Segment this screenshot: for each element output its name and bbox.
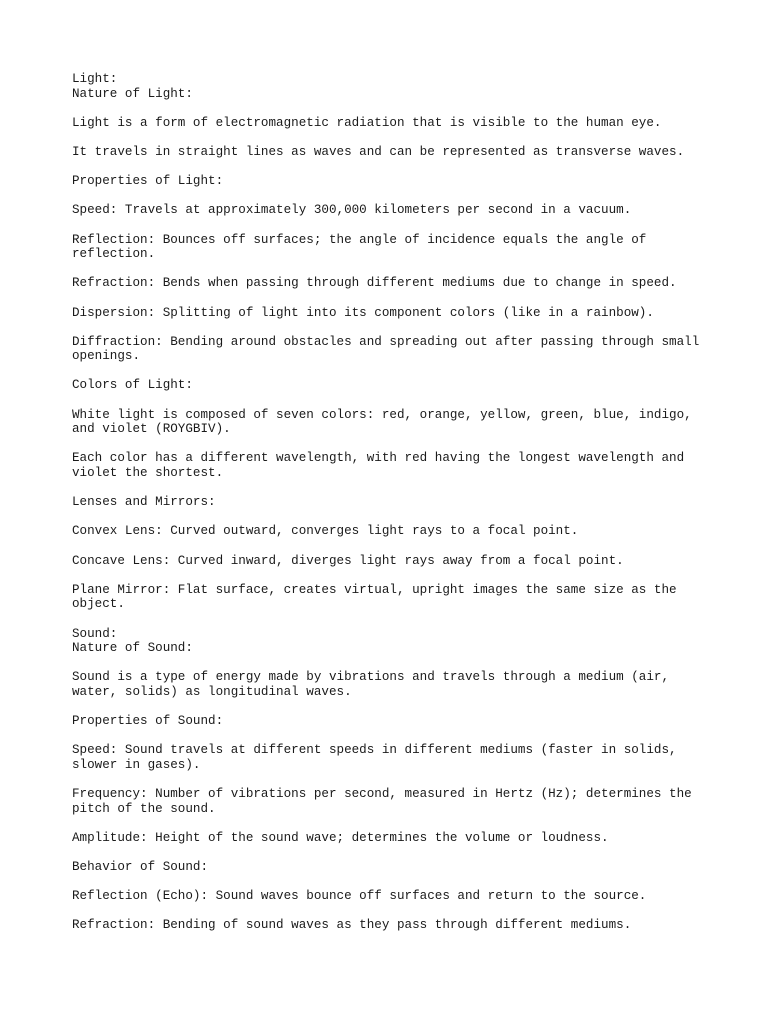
blank-line <box>72 816 712 831</box>
text-line: Light is a form of electromagnetic radiation that is visible to the human eye. <box>72 115 662 130</box>
blank-line <box>72 130 712 145</box>
text-line: Reflection: Bounces off surfaces; the angle of incidence equals the angle of <box>72 232 647 247</box>
blank-line <box>72 656 712 671</box>
blank-line <box>72 189 712 204</box>
text-line: Diffraction: Bending around obstacles and spreading out after passing through small <box>72 334 700 349</box>
text-line: Refraction: Bending of sound waves as they pass through different mediums. <box>72 918 632 933</box>
blank-line <box>72 437 712 452</box>
blank-line <box>72 218 712 233</box>
blank-line <box>72 101 712 116</box>
blank-line <box>72 364 712 379</box>
text-line: White light is composed of seven colors: red, orange, yellow, green, blue, indigo, <box>72 407 692 422</box>
blank-line <box>72 393 712 408</box>
text-line: Frequency: Number of vibrations per second, measured in Hertz (Hz); determines the <box>72 787 692 802</box>
text-line: reflection. <box>72 247 156 262</box>
text-line: slower in gases). <box>72 757 201 772</box>
text-line: Amplitude: Height of the sound wave; determines the volume or loudness. <box>72 830 609 845</box>
text-line: Plane Mirror: Flat surface, creates virtual, upright images the same size as the <box>72 582 677 597</box>
blank-line <box>72 904 712 919</box>
text-line: It travels in straight lines as waves and can be represented as transverse waves. <box>72 144 685 159</box>
document-page <box>72 72 712 933</box>
blank-line <box>72 320 712 335</box>
text-line: object. <box>72 597 125 612</box>
text-line: Sound: <box>72 626 118 641</box>
text-line: Reflection (Echo): Sound waves bounce off surfaces and return to the source. <box>72 889 647 904</box>
text-line: Speed: Sound travels at different speeds in different mediums (faster in solids, <box>72 743 677 758</box>
blank-line <box>72 510 712 525</box>
text-line: violet the shortest. <box>72 466 224 481</box>
text-line: Nature of Light: <box>72 86 193 101</box>
text-line: Speed: Travels at approximately 300,000 kilometers per second in a vacuum. <box>72 203 632 218</box>
text-line: Each color has a different wavelength, with red having the longest wavelength and <box>72 451 685 466</box>
text-line: Sound is a type of energy made by vibrations and travels through a medium (air, <box>72 670 670 685</box>
text-line: Refraction: Bends when passing through different mediums due to change in speed. <box>72 276 677 291</box>
text-line: and violet (ROYGBIV). <box>72 422 231 437</box>
text-line: openings. <box>72 349 141 364</box>
blank-line <box>72 845 712 860</box>
text-line: Colors of Light: <box>72 378 193 393</box>
text-line: water, solids) as longitudinal waves. <box>72 684 352 699</box>
text-line: Properties of Sound: <box>72 714 224 729</box>
text-line: Light: <box>72 72 118 86</box>
text-line: Lenses and Mirrors: <box>72 495 216 510</box>
blank-line <box>72 481 712 496</box>
text-line: Convex Lens: Curved outward, converges light rays to a focal point. <box>72 524 579 539</box>
blank-line <box>72 612 712 627</box>
blank-line <box>72 700 712 715</box>
blank-line <box>72 539 712 554</box>
text-line: Behavior of Sound: <box>72 860 209 875</box>
blank-line <box>72 262 712 277</box>
blank-line <box>72 729 712 744</box>
text-line: Concave Lens: Curved inward, diverges light rays away from a focal point. <box>72 553 624 568</box>
text-line: Properties of Light: <box>72 174 224 189</box>
blank-line <box>72 773 712 788</box>
text-line: Dispersion: Splitting of light into its component colors (like in a rainbow). <box>72 305 654 320</box>
blank-line <box>72 160 712 175</box>
text-line: Nature of Sound: <box>72 641 193 656</box>
blank-line <box>72 875 712 890</box>
text-line: pitch of the sound. <box>72 801 216 816</box>
blank-line <box>72 291 712 306</box>
blank-line <box>72 568 712 583</box>
